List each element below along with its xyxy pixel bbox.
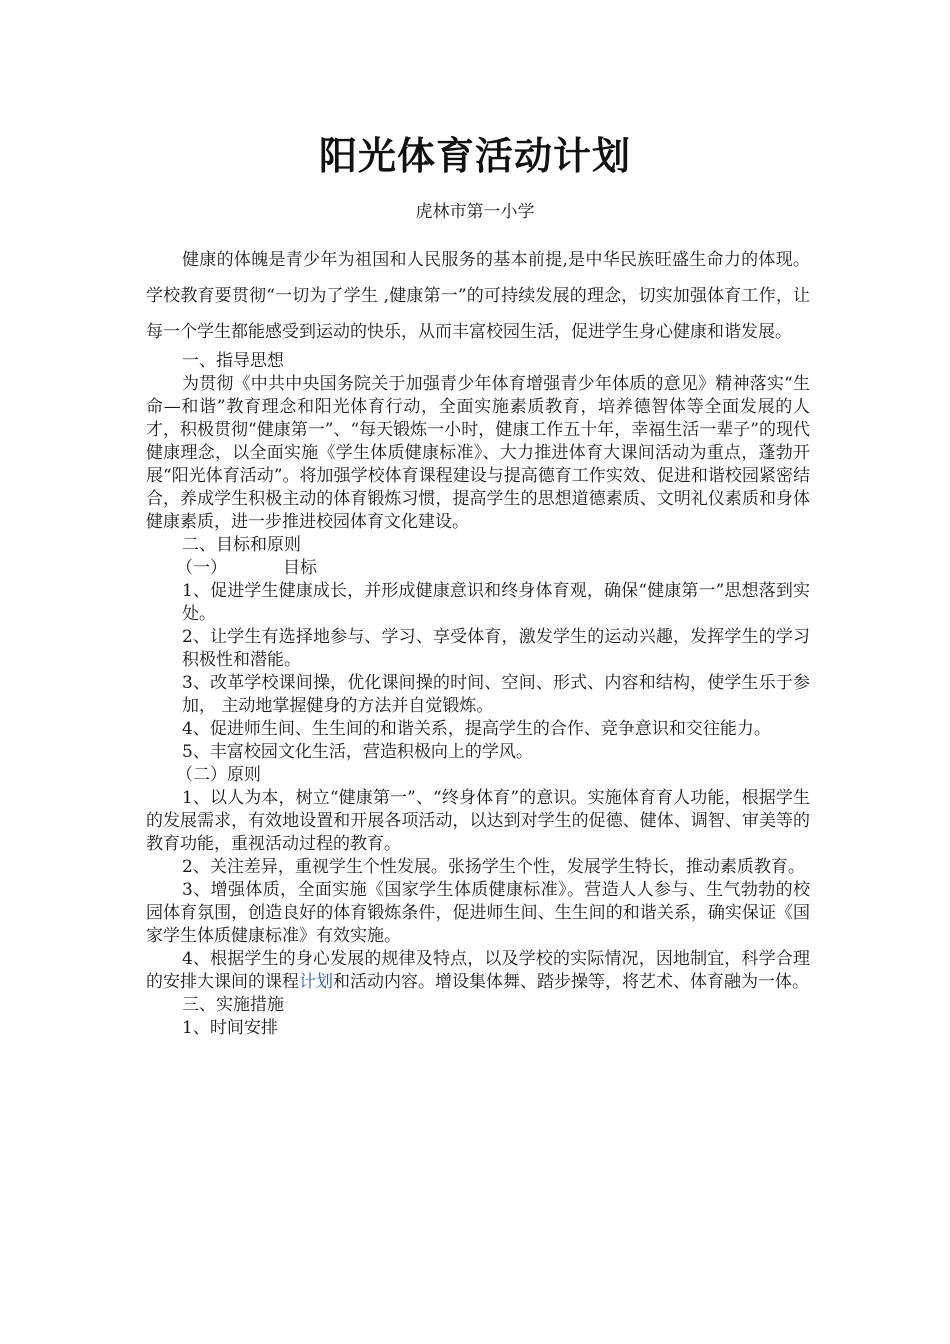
section-heading-goals-principles: 二、目标和原则 bbox=[182, 535, 301, 555]
principles-heading: （二）原则 bbox=[176, 765, 261, 785]
goal-item: 1、促进学生健康成长，并形成健康意识和终身体育观，确保“健康第一”思想落到实处。 bbox=[182, 581, 810, 624]
principle-4-text-before: 4、根据学生的身心发展的规律及特点，以及学校的实际情况，因地制宜，科学合理的安排大课间的课程 bbox=[146, 949, 810, 992]
section-heading-measures: 三、实施措施 bbox=[182, 995, 284, 1015]
goal-item: 3、改革学校课间操，优化课间操的时间、空间、形式、内容和结构，使学生乐于参加， 主动地掌握健身的方法并自觉锻炼。 bbox=[182, 673, 810, 716]
principle-paragraph: 2、关注差异，重视学生个性发展。张扬学生个性，发展学生特长，推动素质教育。 bbox=[182, 857, 805, 877]
goal-item: 5、丰富校园文化生活，营造积极向上的学风。 bbox=[182, 742, 533, 762]
principle-paragraph-4 bbox=[146, 948, 810, 994]
intro-paragraph: 健康的体魄是青少年为祖国和人民服务的基本前提,是中华民族旺盛生命力的体现。学校教育要贯彻“一切为了学生 ,健康第一”的可持续发展的理念，切实加强体育工作，让每一个学生都能感受到运动的快乐，从而丰富校园生活，促进学生身心健康和谐发展。 bbox=[146, 250, 810, 342]
principle-paragraph: 1、以人为本，树立“健康第一”、“终身体育”的意识。实施体育育人功能，根据学生的发展需求，有效地设置和开展各项活动，以达到对学生的促德、健体、调智、审美等的教育功能，重视活动过程的教育。 bbox=[146, 788, 810, 854]
plan-link[interactable]: 计划 bbox=[299, 972, 333, 992]
goals-heading-label: 目标 bbox=[283, 558, 317, 578]
document-body bbox=[146, 242, 810, 1040]
goals-heading-number: （一） bbox=[176, 558, 227, 578]
goals-heading bbox=[146, 557, 810, 580]
principle-4-text-after: 和活动内容。增设集体舞、踏步操等，将艺术、体育融为一体。 bbox=[333, 972, 809, 992]
goal-item: 2、让学生有选择地参与、学习、享受体育，激发学生的运动兴趣，发挥学生的学习积极性和潜能。 bbox=[182, 627, 810, 670]
document-title: 阳光体育活动计划 bbox=[318, 134, 631, 178]
principle-paragraph: 3、增强体质，全面实施《国家学生体质健康标准》。营造人人参与、生气勃勃的校园体育氛围，创造良好的体育锻炼条件，促进师生间、生生间的和谐关系，确实保证《国家学生体质健康标准》有效实施。 bbox=[146, 880, 810, 946]
document-subtitle: 虎林市第一小学 bbox=[415, 202, 535, 222]
guiding-paragraph: 为贯彻《中共中央国务院关于加强青少年体育增强青少年体质的意见》精神落实“生命—和谐”教育理念和阳光体育行动，全面实施素质教育，培养德智体等全面发展的人才，积极贯彻“健康第一”、“每天锻炼一小时，健康工作五十年，幸福生活一辈子”的现代健康理念，以全面实施《学生体质健康标准》、大力推进体育大课间活动为重点，蓬勃开展“阳光体育活动”。将加强学校体育课程建设与提高德育工作实效、促进和谐校园紧密结合，养成学生积极主动的体育锻炼习惯，提高学生的思想道德素质、文明礼仪素质和身体健康素质，进一步推进校园体育文化建设。 bbox=[146, 374, 810, 532]
measures-item-time: 1、时间安排 bbox=[182, 1018, 278, 1038]
goal-item: 4、促进师生间、生生间的和谐关系，提高学生的合作、竞争意识和交往能力。 bbox=[182, 719, 771, 739]
section-heading-guiding: 一、指导思想 bbox=[182, 351, 284, 371]
